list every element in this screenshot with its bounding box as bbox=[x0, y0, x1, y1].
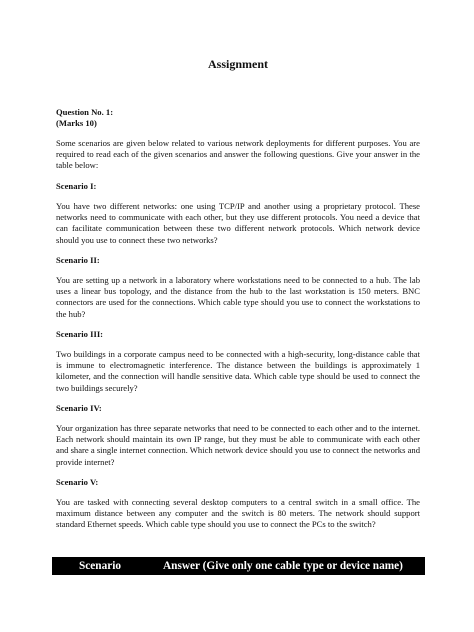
document-title: Assignment bbox=[207, 57, 268, 71]
question-marks: (Marks 10) bbox=[56, 118, 97, 128]
scenario-5-heading: Scenario V: bbox=[56, 477, 99, 487]
scenario-1-heading: Scenario I: bbox=[56, 181, 97, 191]
scenario-1-text: You have two different networks: one using TCP/IP and another using a proprietary protocol. These networks need to communicate with each other, but they use different protocols. You need a device that can facilitate communication between these two different network protocols. Which network device should you use to connect these two networks? bbox=[56, 201, 420, 245]
answer-table-header bbox=[52, 557, 425, 575]
scenario-2-text: You are setting up a network in a laboratory where workstations need to be connected to a hub. The lab uses a linear bus topology, and the distance from the hub to the last workstation is 150 meters. BNC connectors are used for the connections. Which cable type should you use to connect the workstations to the hub? bbox=[56, 275, 420, 319]
scenario-3-heading: Scenario III: bbox=[56, 329, 104, 339]
answer-table-col-scenario: Scenario bbox=[79, 560, 122, 572]
question-number: Question No. 1: bbox=[56, 107, 114, 117]
scenario-4-heading: Scenario IV: bbox=[56, 403, 102, 413]
scenario-2-heading: Scenario II: bbox=[56, 255, 100, 265]
scenario-5-text: You are tasked with connecting several desktop computers to a central switch in a small office. The maximum distance between any computer and the switch is 80 meters. The network should support standard Ethernet speeds. Which cable type should you use to connect the PCs to the switch? bbox=[56, 497, 420, 530]
scenario-3-text: Two buildings in a corporate campus need to be connected with a high-security, long-distance cable that is immune to electromagnetic interference. The distance between the buildings is approximately 1 kilometer, and the connection will handle sensitive data. Which cable type should be used to connect the two buildings securely? bbox=[56, 349, 420, 393]
question-heading bbox=[56, 107, 113, 129]
scenario-4-text: Your organization has three separate networks that need to be connected to each other and to the internet. Each network should maintain its own IP range, but they must be able to communicate with each other and share a single internet connection. Which network device should you use to connect the networks and provide internet? bbox=[56, 423, 420, 467]
intro-paragraph: Some scenarios are given below related to various network deployments for different purposes. You are required to read each of the given scenarios and answer the following questions. Give your answer in the table below: bbox=[56, 138, 420, 171]
answer-table-col-answer: Answer (Give only one cable type or device name) bbox=[163, 560, 403, 572]
